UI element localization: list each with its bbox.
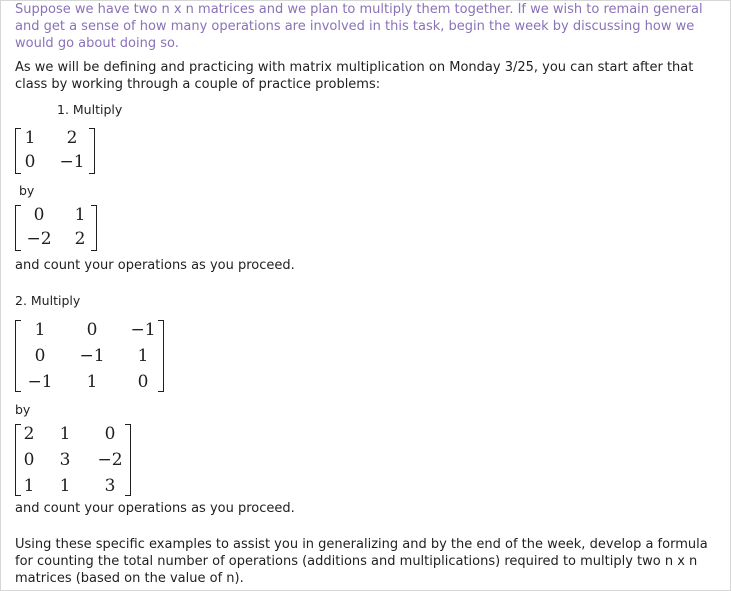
matrix-cell: 2 xyxy=(23,424,35,444)
matrix-cell: −1 xyxy=(130,320,156,340)
matrix-cell: 1 xyxy=(59,476,71,496)
matrix-cell: 1 xyxy=(24,128,36,148)
matrix-cell: 1 xyxy=(59,424,71,444)
matrix-cell: 2 xyxy=(66,128,78,148)
closing-paragraph: Using these specific examples to assist you in generalizing and by the end of the week, develop a formula for counting the total number of operations (additions and multiplications) required to multiply two n x n matrices (based on the value of n). xyxy=(15,537,708,586)
problem-1-matrix-a xyxy=(15,125,100,175)
problem-2-label: 2. Multiply xyxy=(15,293,81,308)
left-bracket xyxy=(15,424,21,496)
matrix-cell: −1 xyxy=(59,152,85,172)
problem-2-by: by xyxy=(15,402,31,417)
matrix-cell: 0 xyxy=(104,424,116,444)
right-bracket xyxy=(125,424,131,496)
right-bracket xyxy=(89,128,95,174)
matrix-cell: 2 xyxy=(74,229,86,249)
problem-1-matrix-b xyxy=(15,202,100,252)
matrix-cell: 1 xyxy=(137,346,149,366)
matrix-cell: 1 xyxy=(34,320,46,340)
instructions-paragraph: As we will be defining and practicing with matrix multiplication on Monday 3/25, you can start after that class by working through a couple of practice problems: xyxy=(15,60,694,92)
matrix-cell: 0 xyxy=(86,320,98,340)
right-bracket xyxy=(91,205,97,251)
matrix-cell: 0 xyxy=(33,205,45,225)
matrix-cell: −1 xyxy=(27,372,53,392)
problem-1-by: by xyxy=(19,183,35,198)
matrix-cell: 1 xyxy=(74,205,86,225)
matrix-cell: 1 xyxy=(86,372,98,392)
matrix-cell: −2 xyxy=(97,450,123,470)
right-bracket xyxy=(158,320,164,392)
problem-2-count-text: and count your operations as you proceed. xyxy=(15,501,295,516)
matrix-cell: 0 xyxy=(137,372,149,392)
problem-2-matrix-b xyxy=(15,421,145,497)
matrix-cell: 0 xyxy=(24,152,36,172)
intro-paragraph: Suppose we have two n x n matrices and we plan to multiply them together. If we wish to remain general and get a sense of how many operations are involved in this task, begin the week by discussing how we would go about doing so. xyxy=(15,2,703,51)
matrix-cell: 0 xyxy=(23,450,35,470)
matrix-cell: 1 xyxy=(23,476,35,496)
left-bracket xyxy=(15,320,21,392)
left-bracket xyxy=(15,128,21,174)
matrix-cell: −1 xyxy=(79,346,105,366)
matrix-cell: 3 xyxy=(104,476,116,496)
matrix-cell: −2 xyxy=(26,229,52,249)
problem-1-label: 1. Multiply xyxy=(57,102,123,117)
left-bracket xyxy=(15,205,21,251)
matrix-cell: 0 xyxy=(34,346,46,366)
problem-2-matrix-a xyxy=(15,317,175,393)
matrix-cell: 3 xyxy=(59,450,71,470)
problem-1-count-text: and count your operations as you proceed. xyxy=(15,258,295,273)
